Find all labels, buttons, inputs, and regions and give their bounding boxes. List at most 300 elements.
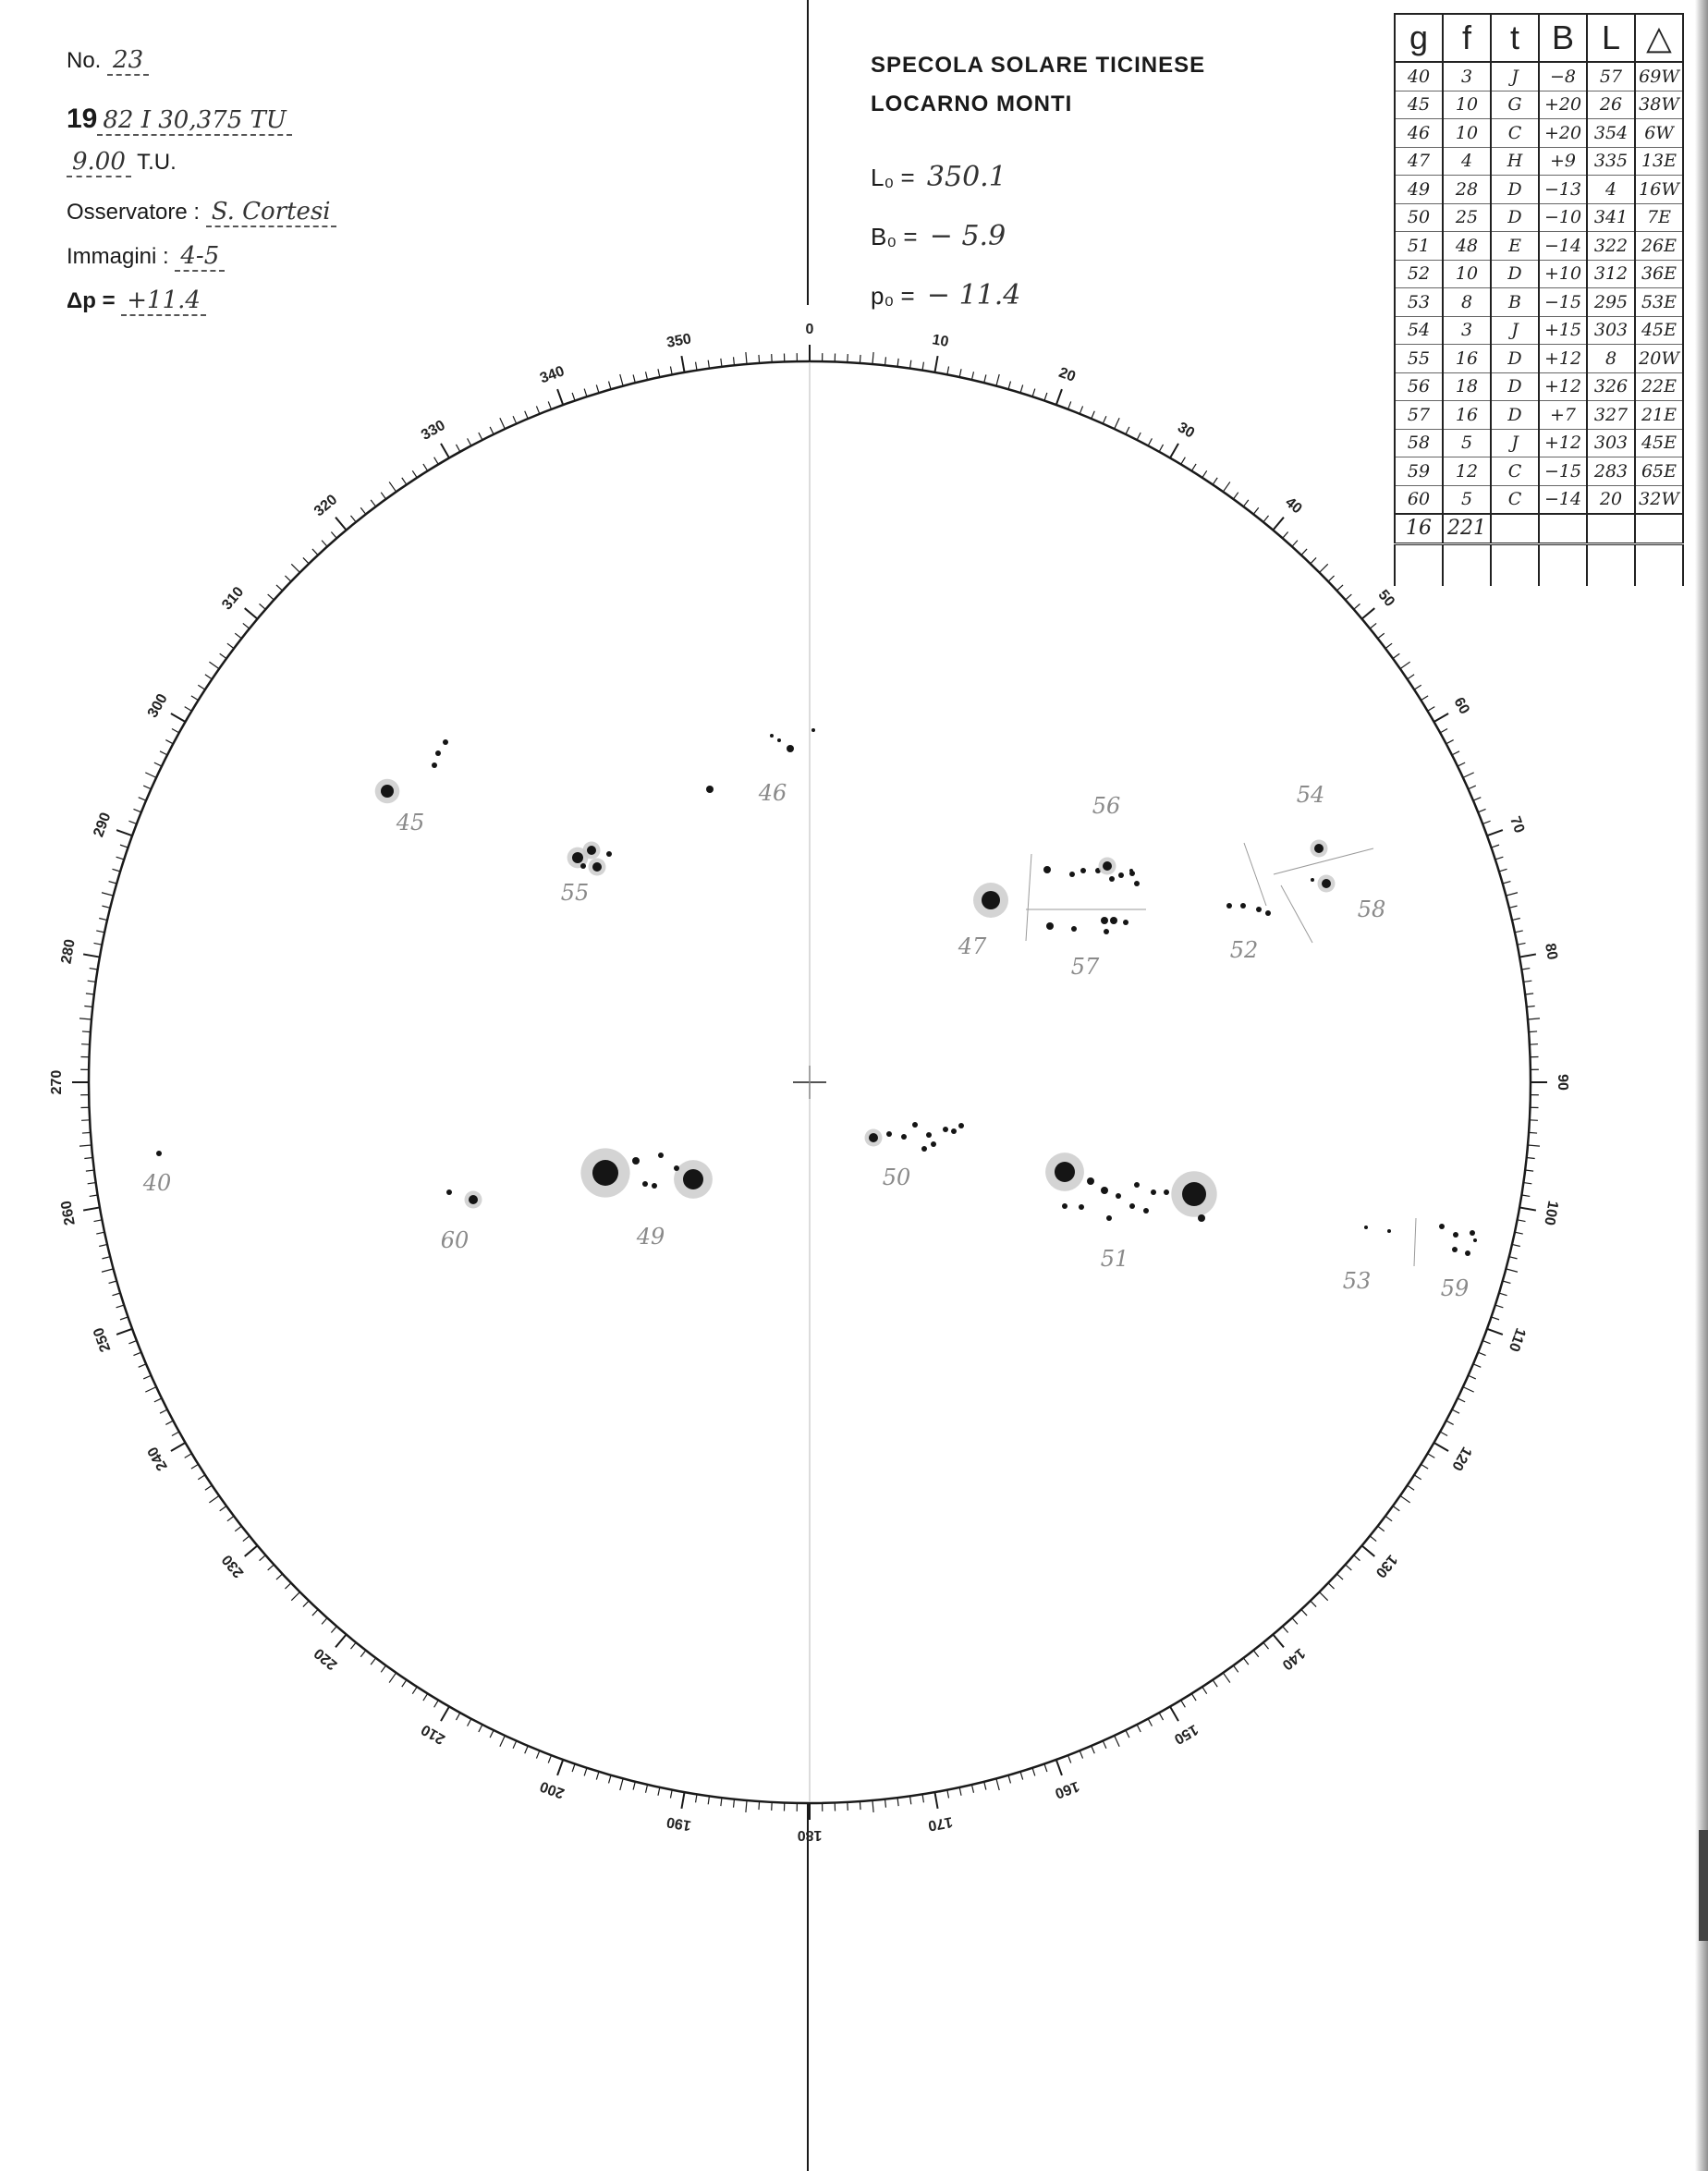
sunspot-mark <box>886 1131 892 1137</box>
sunspot-mark <box>901 1134 907 1140</box>
degree-tick <box>139 1364 146 1368</box>
degree-tick <box>734 357 735 365</box>
degree-tick <box>312 549 318 555</box>
degree-tick <box>245 608 258 619</box>
total-groups: 16 <box>1395 514 1443 543</box>
sunspot-mark <box>926 1132 932 1138</box>
degree-tick <box>1370 1536 1376 1542</box>
sunspot-mark <box>1123 920 1128 925</box>
table-cell: 69W <box>1635 62 1683 91</box>
degree-tick <box>1191 464 1196 471</box>
table-cell: 50 <box>1395 203 1443 232</box>
degree-label: 180 <box>797 1826 823 1843</box>
table-cell: H <box>1491 147 1539 176</box>
table-cell: C <box>1491 485 1539 514</box>
sunspot-mark <box>1069 872 1075 877</box>
table-cell: 10 <box>1443 260 1491 288</box>
degree-tick <box>1529 1132 1537 1133</box>
sunspot-mark <box>587 846 596 855</box>
sunspot-mark <box>1116 1193 1121 1199</box>
degree-tick <box>1191 1693 1196 1701</box>
degree-tick <box>1503 1281 1511 1283</box>
sunspot-group-56 <box>1043 793 1140 886</box>
table-cell: +12 <box>1539 372 1587 401</box>
degree-tick <box>658 369 660 377</box>
degree-tick <box>1519 954 1536 957</box>
table-cell: C <box>1491 119 1539 148</box>
degree-tick <box>708 360 709 369</box>
degree-tick <box>1008 382 1010 390</box>
degree-tick <box>1137 1725 1141 1732</box>
degree-tick <box>759 355 760 363</box>
degree-tick <box>220 653 226 658</box>
time-unit: T.U. <box>137 150 177 175</box>
table-cell: 10 <box>1443 119 1491 148</box>
L0-value: 350.1 <box>926 161 1006 193</box>
degree-tick <box>696 362 697 371</box>
degree-tick <box>670 366 672 374</box>
degree-tick <box>1213 478 1217 484</box>
degree-tick <box>402 478 407 484</box>
degree-tick <box>336 1635 347 1648</box>
degree-tick <box>84 1158 92 1159</box>
L0-label: L₀ = <box>871 164 915 191</box>
group-number-label: 52 <box>1229 937 1259 963</box>
degree-tick <box>1528 1018 1540 1019</box>
group-number-label: 46 <box>758 780 787 806</box>
sunspot-mark <box>1046 922 1054 930</box>
table-cell: +12 <box>1539 429 1587 457</box>
sunspot-mark <box>1103 861 1112 871</box>
degree-tick <box>1263 1642 1269 1649</box>
degree-tick <box>1463 1387 1474 1392</box>
degree-tick <box>1148 438 1152 445</box>
degree-tick <box>402 1680 407 1687</box>
degree-label: 270 <box>49 1069 66 1095</box>
table-cell: 312 <box>1587 260 1635 288</box>
delta-p-value: +11.4 <box>121 287 206 316</box>
degree-tick <box>1336 1574 1343 1579</box>
degree-tick <box>1518 1220 1526 1222</box>
degree-tick <box>1320 564 1328 572</box>
sunspot-mark <box>921 1146 927 1152</box>
degree-tick <box>1385 1516 1392 1520</box>
sunspot-mark <box>674 1165 679 1171</box>
degree-tick <box>1509 1257 1518 1259</box>
degree-tick <box>165 740 173 744</box>
table-cell: 8 <box>1443 288 1491 317</box>
degree-tick <box>102 1269 114 1272</box>
degree-tick <box>1328 576 1334 581</box>
sunspot-mark <box>1198 1214 1205 1222</box>
table-cell: 45E <box>1635 316 1683 345</box>
degree-tick <box>1434 714 1448 722</box>
degree-label: 220 <box>311 1644 341 1673</box>
degree-label: 170 <box>926 1813 955 1834</box>
degree-tick <box>235 1526 241 1531</box>
sunspot-mark <box>1106 1215 1112 1221</box>
degree-tick <box>897 359 898 367</box>
degree-tick <box>1519 1207 1536 1210</box>
table-cell: 51 <box>1395 232 1443 261</box>
sunspot-group-50 <box>865 1122 965 1190</box>
total-spots: 221 <box>1443 514 1491 543</box>
p0-label: p₀ = <box>871 282 915 310</box>
table-cell: 45 <box>1395 91 1443 119</box>
degree-tick <box>1378 1526 1385 1531</box>
degree-tick <box>1458 762 1465 766</box>
degree-tick <box>1421 696 1428 701</box>
degree-tick <box>133 809 140 811</box>
degree-tick <box>1473 798 1481 801</box>
table-cell: E <box>1491 232 1539 261</box>
degree-tick <box>389 482 396 492</box>
degree-tick <box>191 1464 199 1469</box>
group-number-label: 54 <box>1296 782 1325 808</box>
degree-tick <box>910 360 911 369</box>
degree-tick <box>584 389 587 397</box>
degree-tick <box>646 1785 648 1793</box>
degree-tick <box>381 1665 385 1672</box>
degree-tick <box>227 1516 234 1520</box>
degree-tick <box>243 623 250 628</box>
sunspot-mark <box>1151 1189 1156 1195</box>
table-cell: 40 <box>1395 62 1443 91</box>
degree-tick <box>1487 1329 1503 1335</box>
group-separator-line <box>1244 843 1266 906</box>
degree-label: 320 <box>311 492 341 520</box>
degree-tick <box>1273 518 1284 531</box>
degree-label: 40 <box>1282 494 1305 518</box>
sunspot-group-51 <box>1045 1153 1217 1272</box>
degree-tick <box>79 1018 92 1019</box>
degree-tick <box>245 1545 258 1556</box>
table-cell: 326 <box>1587 372 1635 401</box>
degree-tick <box>205 675 212 679</box>
degree-tick <box>1032 389 1035 397</box>
degree-tick <box>500 1736 505 1747</box>
degree-tick <box>996 1778 999 1790</box>
degree-tick <box>243 1536 250 1542</box>
table-cell: 303 <box>1587 429 1635 457</box>
degree-label: 200 <box>538 1777 567 1801</box>
sunspot-mark <box>1079 1204 1084 1210</box>
degree-tick <box>1452 751 1459 755</box>
degree-tick <box>235 633 241 639</box>
degree-tick <box>609 382 611 390</box>
degree-tick <box>171 714 186 722</box>
degree-tick <box>1328 1583 1334 1589</box>
degree-tick <box>185 707 192 712</box>
sunspot-mark <box>811 728 815 732</box>
sunspot-mark <box>683 1169 703 1189</box>
degree-tick <box>1283 1627 1288 1633</box>
degree-tick <box>1440 728 1447 732</box>
degree-tick <box>721 1798 722 1806</box>
table-cell: −15 <box>1539 288 1587 317</box>
table-cell: −15 <box>1539 457 1587 486</box>
degree-tick <box>1354 1555 1360 1561</box>
table-cell: 341 <box>1587 203 1635 232</box>
degree-tick <box>1378 633 1385 639</box>
degree-label: 350 <box>665 331 693 351</box>
table-cell: 4 <box>1443 147 1491 176</box>
degree-tick <box>1495 1305 1504 1308</box>
table-cell: +10 <box>1539 260 1587 288</box>
degree-tick <box>1346 594 1352 600</box>
sunspot-mark <box>958 1123 964 1128</box>
degree-tick <box>1243 500 1248 506</box>
degree-tick <box>1503 882 1511 884</box>
degree-tick <box>1370 623 1376 628</box>
table-cell: 57 <box>1395 401 1443 430</box>
degree-tick <box>1126 1730 1129 1738</box>
sunspot-mark <box>1080 868 1086 873</box>
degree-tick <box>1253 1651 1259 1657</box>
degree-tick <box>1523 1183 1531 1184</box>
table-cell: 54 <box>1395 316 1443 345</box>
degree-tick <box>557 1760 563 1775</box>
sunspot-mark <box>1311 878 1314 882</box>
table-cell: D <box>1491 260 1539 288</box>
degree-tick <box>872 1800 873 1812</box>
degree-tick <box>1492 845 1500 848</box>
sunspot-mark <box>770 734 774 738</box>
degree-tick <box>922 1794 923 1802</box>
sunspot-mark <box>869 1133 878 1142</box>
degree-tick <box>490 427 494 434</box>
degree-tick <box>441 444 449 458</box>
sunspot-group-59 <box>1439 1224 1477 1301</box>
table-cell: 5 <box>1443 485 1491 514</box>
degree-tick <box>1346 1565 1352 1570</box>
sunspot-mark <box>443 739 448 745</box>
sunspot-group-52 <box>1226 903 1271 963</box>
degree-tick <box>128 821 136 823</box>
degree-tick <box>513 1741 517 1749</box>
sunspot-mark <box>1265 910 1271 916</box>
degree-tick <box>322 1618 327 1625</box>
degree-tick <box>350 1642 356 1649</box>
table-cell: 16W <box>1635 176 1683 204</box>
table-cell: 58 <box>1395 429 1443 457</box>
degree-tick <box>291 564 299 572</box>
group-number-label: 55 <box>560 880 590 906</box>
degree-tick <box>99 1244 107 1246</box>
degree-tick <box>1393 653 1399 658</box>
sunspot-mark <box>931 1141 936 1147</box>
degree-tick <box>285 576 290 581</box>
sunspot-mark <box>1134 881 1140 886</box>
sunspot-group-53 <box>1343 1226 1391 1294</box>
degree-tick <box>1499 869 1507 872</box>
sheet-number-value: 23 <box>107 46 149 76</box>
degree-tick <box>160 751 167 755</box>
table-cell: 25 <box>1443 203 1491 232</box>
degree-tick <box>1446 1421 1454 1424</box>
degree-label: 100 <box>1541 1199 1561 1227</box>
sunspot-mark <box>469 1195 478 1204</box>
sunspot-mark <box>1256 907 1262 912</box>
degree-tick <box>381 493 385 499</box>
group-number-label: 45 <box>396 810 425 835</box>
degree-tick <box>434 457 439 465</box>
table-cell: J <box>1491 62 1539 91</box>
table-header-cell: B <box>1539 14 1587 62</box>
degree-label: 90 <box>1554 1074 1570 1091</box>
sunspot-mark <box>1322 879 1331 888</box>
degree-tick <box>1213 1680 1217 1687</box>
table-cell: 20 <box>1587 485 1635 514</box>
degree-tick <box>708 1796 709 1804</box>
sunspot-mark <box>1062 1203 1068 1209</box>
sunspot-mark <box>777 738 781 742</box>
table-cell: 21E <box>1635 401 1683 430</box>
table-cell: 32W <box>1635 485 1683 514</box>
degree-tick <box>759 1801 760 1810</box>
group-number-label: 53 <box>1342 1268 1372 1294</box>
degree-tick <box>99 919 107 921</box>
degree-tick <box>1362 1545 1375 1556</box>
degree-tick <box>96 931 104 933</box>
table-cell: G <box>1491 91 1539 119</box>
degree-tick <box>548 1755 551 1762</box>
degree-tick <box>1253 507 1259 514</box>
degree-label: 280 <box>58 937 79 966</box>
degree-tick <box>116 1329 132 1335</box>
degree-tick <box>468 1719 471 1726</box>
degree-tick <box>1525 1170 1533 1171</box>
degree-tick <box>922 362 923 371</box>
table-cell: +9 <box>1539 147 1587 176</box>
sunspot-mark <box>446 1189 452 1195</box>
table-cell: 354 <box>1587 119 1635 148</box>
degree-tick <box>1115 418 1119 429</box>
degree-tick <box>1428 707 1435 712</box>
degree-tick <box>1354 604 1360 609</box>
degree-tick <box>1521 969 1530 970</box>
table-cell: 59 <box>1395 457 1443 486</box>
sunspot-mark <box>1129 869 1133 872</box>
table-cell: 3 <box>1443 316 1491 345</box>
degree-tick <box>1301 549 1307 555</box>
degree-tick <box>1521 1195 1530 1196</box>
degree-tick <box>90 969 98 970</box>
sunspot-mark <box>1118 872 1124 878</box>
degree-tick <box>934 356 937 372</box>
degree-tick <box>1311 557 1316 563</box>
degree-tick <box>268 594 274 600</box>
degree-tick <box>984 1782 986 1790</box>
images-value: 4-5 <box>175 242 225 272</box>
degree-tick <box>456 1713 459 1720</box>
degree-tick <box>557 389 563 405</box>
degree-tick <box>371 1658 375 1665</box>
degree-tick <box>1233 493 1238 499</box>
table-cell: +20 <box>1539 91 1587 119</box>
table-cell: 26E <box>1635 232 1683 261</box>
degree-tick <box>1202 470 1207 478</box>
sunspot-mark <box>1439 1224 1445 1229</box>
sunspot-group-58 <box>1311 875 1385 923</box>
sunspot-mark <box>1101 917 1108 924</box>
degree-tick <box>1528 1145 1540 1146</box>
table-cell: 56 <box>1395 372 1443 401</box>
table-cell: +15 <box>1539 316 1587 345</box>
degree-label: 240 <box>144 1444 171 1473</box>
degree-tick <box>1092 1746 1095 1753</box>
table-cell: D <box>1491 176 1539 204</box>
observer-value: S. Cortesi <box>206 198 336 227</box>
degree-tick <box>160 1409 167 1413</box>
table-cell: −14 <box>1539 485 1587 514</box>
degree-tick <box>1463 773 1474 777</box>
group-number-label: 58 <box>1357 896 1386 922</box>
delta-p-label: Δp = <box>67 288 116 313</box>
degree-tick <box>285 1583 290 1589</box>
table-header-cell: f <box>1443 14 1491 62</box>
sunspot-mark <box>1109 876 1115 882</box>
table-cell: D <box>1491 401 1539 430</box>
table-cell: 18 <box>1443 372 1491 401</box>
degree-tick <box>910 1796 911 1804</box>
degree-label: 340 <box>538 363 567 387</box>
sunspot-mark <box>592 862 602 872</box>
time-value: 9.00 <box>67 148 131 177</box>
group-number-label: 57 <box>1070 954 1100 980</box>
degree-tick <box>479 433 482 440</box>
sunspot-mark <box>1101 1187 1108 1194</box>
degree-tick <box>1092 411 1095 419</box>
degree-tick <box>1056 1760 1062 1775</box>
degree-tick <box>139 798 146 801</box>
table-cell: 53 <box>1395 288 1443 317</box>
sunspot-mark <box>1240 903 1246 909</box>
sunspot-mark <box>951 1128 957 1134</box>
table-cell: D <box>1491 345 1539 373</box>
degree-tick <box>1148 1719 1152 1726</box>
table-cell: 36E <box>1635 260 1683 288</box>
degree-tick <box>1527 1158 1535 1159</box>
degree-tick <box>1478 1352 1485 1355</box>
table-cell: 48 <box>1443 232 1491 261</box>
table-cell: 52 <box>1395 260 1443 288</box>
sunspot-mark <box>912 1122 918 1128</box>
degree-tick <box>1283 532 1288 539</box>
degree-label: 330 <box>419 417 448 444</box>
degree-tick <box>172 728 179 732</box>
sunspot-mark <box>632 1157 640 1165</box>
degree-tick <box>1181 457 1186 465</box>
degree-tick <box>120 845 128 848</box>
degree-tick <box>633 374 635 383</box>
table-cell: 49 <box>1395 176 1443 204</box>
degree-label: 10 <box>931 332 950 351</box>
sunspot-mark <box>787 745 794 752</box>
sunspot-group-55 <box>561 842 612 907</box>
degree-tick <box>412 1687 417 1694</box>
degree-tick <box>116 1305 125 1308</box>
degree-tick <box>1518 943 1526 945</box>
degree-tick <box>171 1443 186 1451</box>
degree-label: 110 <box>1505 1325 1529 1354</box>
sunspot-mark <box>658 1153 664 1158</box>
degree-tick <box>423 1693 428 1701</box>
degree-tick <box>84 1006 92 1007</box>
degree-label: 70 <box>1507 814 1528 835</box>
sunspot-mark <box>1110 917 1117 924</box>
table-cell: 4 <box>1587 176 1635 204</box>
